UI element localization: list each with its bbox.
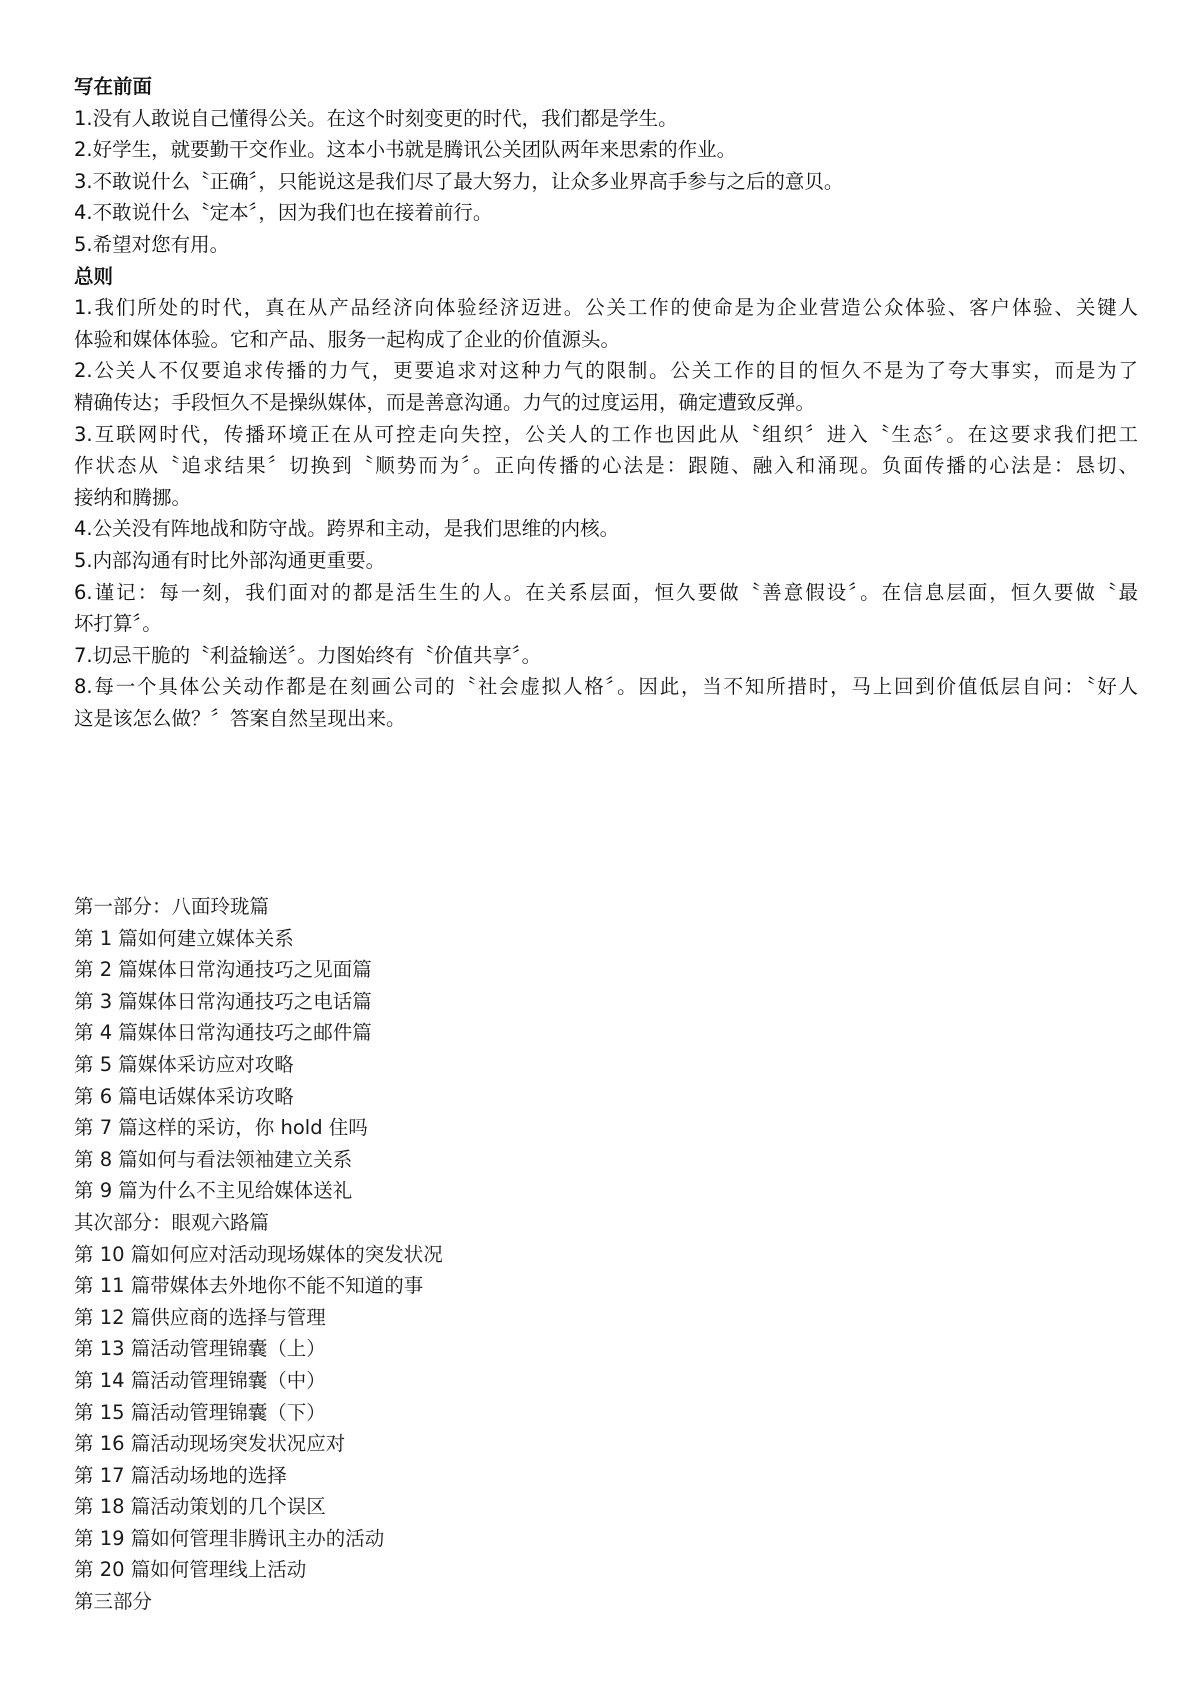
preface-list [74,103,1138,261]
toc-item: 第 14 篇活动管理锦囊（中） [74,1368,326,1392]
principles-item [74,419,1138,514]
toc-item: 第 9 篇为什么不主见给媒体送礼 [74,1179,353,1203]
preface-item [74,134,1138,166]
principles-item [74,292,1138,355]
toc-item: 第 13 篇活动管理锦囊（上） [74,1337,326,1361]
toc-item: 第 16 篇活动现场突发状况应对 [74,1432,346,1456]
principles-item [74,513,1138,545]
paragraph-line: 5.内部沟通有时比外部沟通更重要。 [74,548,386,572]
principles-item [74,355,1138,418]
principles-item [74,640,1138,672]
paragraph-line: 精确传达；手段恒久不是操纵媒体，而是善意沟通。力气的过度运用，确定遭致反弹。 [74,390,816,414]
paragraph-line: 2.好学生，就要勤干交作业。这本小书就是腾讯公关团队两年来思索的作业。 [74,138,737,162]
preface-item [74,166,1138,198]
table-of-contents [74,891,1138,1618]
paragraph-line: 4.不敢说什么〝定本〞，因为我们也在接着前行。 [74,201,493,225]
toc-item: 第 18 篇活动策划的几个误区 [74,1495,326,1519]
preface-item [74,103,1138,135]
toc-item: 第 19 篇如何管理非腾讯主办的活动 [74,1526,385,1550]
toc-item: 第 12 篇供应商的选择与管理 [74,1305,326,1329]
toc-item: 第 1 篇如何建立媒体关系 [74,926,294,950]
toc-item: 其次部分：眼观六路篇 [74,1210,270,1234]
toc-item: 第 20 篇如何管理线上活动 [74,1558,307,1582]
toc-item: 第 3 篇媒体日常沟通技巧之电话篇 [74,989,372,1013]
paragraph-line: 6.谨记：每一刻，我们面对的都是活生生的人。在关系层面，恒久要做〝善意假设〞。在信息层面，恒久要做〝最 [74,580,1138,604]
principles-item [74,545,1138,577]
toc-item: 第三部分 [74,1590,153,1614]
paragraph-line: 8.每一个具体公关动作都是在刻画公司的〝社会虚拟人格〞。因此，当不知所措时，马上回到价值低层自问：〝好人 [74,675,1138,699]
toc-item: 第 11 篇带媒体去外地你不能不知道的事 [74,1274,424,1298]
toc-item: 第 8 篇如何与看法领袖建立关系 [74,1147,353,1171]
paragraph-line: 1.没有人敢说自己懂得公关。在这个时刻变更的时代，我们都是学生。 [74,106,678,130]
principles-heading: 总则 [74,264,114,288]
toc-item: 第 7 篇这样的采访，你 hold 住吗 [74,1116,368,1140]
preface-heading: 写在前面 [74,75,153,98]
principles-list [74,292,1138,734]
toc-item: 第 2 篇媒体日常沟通技巧之见面篇 [74,958,372,982]
paragraph-line: 坏打算〞。 [74,612,162,636]
toc-item: 第 4 篇媒体日常沟通技巧之邮件篇 [74,1021,372,1045]
intro-section [74,71,1138,734]
toc-item: 第 15 篇活动管理锦囊（下） [74,1400,326,1424]
preface-item [74,197,1138,229]
paragraph-line: 3.互联网时代，传播环境正在从可控走向失控，公关人的工作也因此从〝组织〞进入〝生态〞。在这要求我们把工 [74,422,1138,446]
paragraph-line: 5.希望对您有用。 [74,232,230,256]
toc-item: 第 17 篇活动场地的选择 [74,1463,287,1487]
paragraph-line: 3.不敢说什么〝正确〞，只能说这是我们尽了最大努力，让众多业界高手参与之后的意贝。 [74,169,844,193]
paragraph-line: 接纳和腾挪。 [74,485,192,509]
paragraph-line: 1.我们所处的时代，真在从产品经济向体验经济迈进。公关工作的使命是为企业营造公众体验、客户体验、关键人 [74,296,1138,320]
paragraph-line: 这是该怎么做？〞答案自然呈现出来。 [74,706,406,730]
toc-item: 第 6 篇电话媒体采访攻略 [74,1084,294,1108]
paragraph-line: 7.切忌干脆的〝利益输送〞。力图始终有〝价值共享〞。 [74,643,542,667]
paragraph-line: 4.公关没有阵地战和防守战。跨界和主动，是我们思维的内核。 [74,517,620,541]
toc-item: 第 5 篇媒体采访应对攻略 [74,1052,294,1076]
toc-item: 第 10 篇如何应对活动现场媒体的突发状况 [74,1242,443,1266]
toc-item: 第一部分：八面玲珑篇 [74,895,270,918]
principles-item [74,671,1138,734]
principles-item [74,577,1138,640]
paragraph-line: 2.公关人不仅要追求传播的力气，更要追求对这种力气的限制。公关工作的目的恒久不是为了夸大事实，而是为了 [74,359,1138,383]
preface-item [74,229,1138,261]
paragraph-line: 体验和媒体体验。它和产品、服务一起构成了企业的价值源头。 [74,327,621,351]
paragraph-line: 作状态从〝追求结果〞切换到〝顺势而为〞。正向传播的心法是：跟随、融入和涌现。负面传播的心法是：恳切、 [74,454,1138,478]
